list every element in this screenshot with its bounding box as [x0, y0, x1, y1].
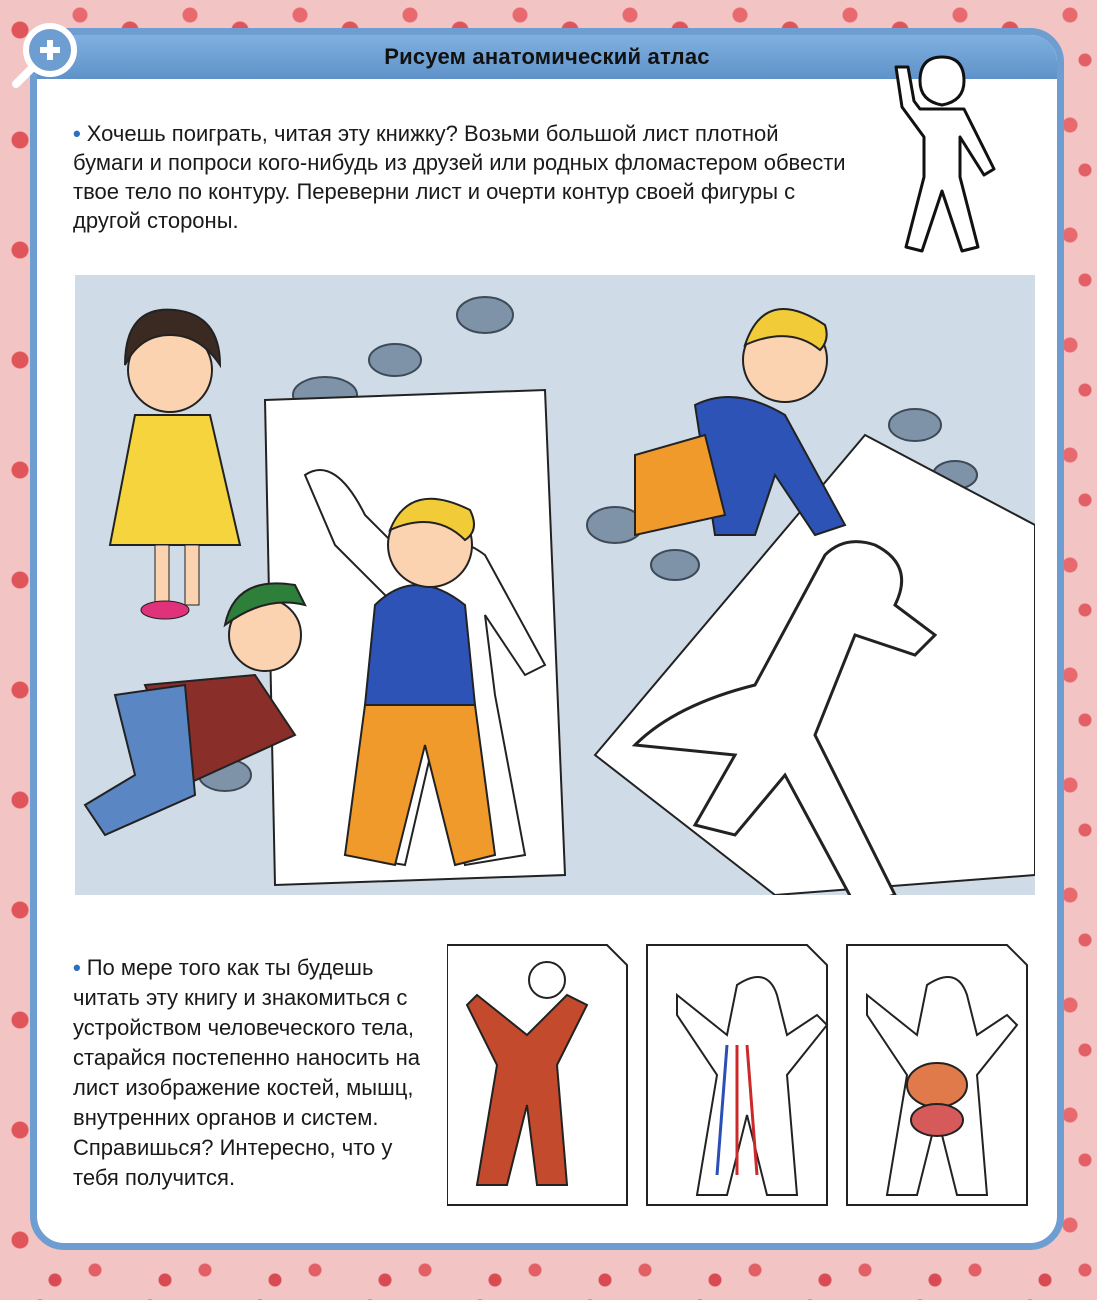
illustration-scene: [75, 275, 1035, 895]
bottom-text: По мере того как ты будешь читать эту книгу и знакомиться с устройством человеческого тела, старайся постепенно наносить на лист изображение костей, мышц, внутренних органов и систем. Справишься? Интересно, что у тебя получится.: [73, 955, 420, 1190]
bottom-paragraph: [73, 953, 443, 1193]
intro-bullet: •: [73, 121, 81, 146]
page-title: Рисуем анатомический атлас: [384, 44, 710, 69]
bottom-bullet: •: [73, 955, 81, 980]
body-outline-icon: [857, 45, 1027, 255]
intro-paragraph: [73, 119, 853, 235]
page-card: [30, 28, 1064, 1250]
children-tracing-illustration: [75, 275, 1035, 895]
circulatory-sheet: [647, 945, 827, 1205]
organs-sheet: [847, 945, 1027, 1205]
intro-text: Хочешь поиграть, читая эту книжку? Возьми большой лист плотной бумаги и попроси кого-нибудь из друзей или родных фломастером обвести твое тело по контуру. Переверни лист и очерти контур своей фигуры с другой стороны.: [73, 121, 846, 233]
magnifier-plus-icon: [6, 14, 86, 94]
anatomy-sheets: [447, 935, 1037, 1225]
skeleton-muscle-sheet: [447, 945, 627, 1205]
